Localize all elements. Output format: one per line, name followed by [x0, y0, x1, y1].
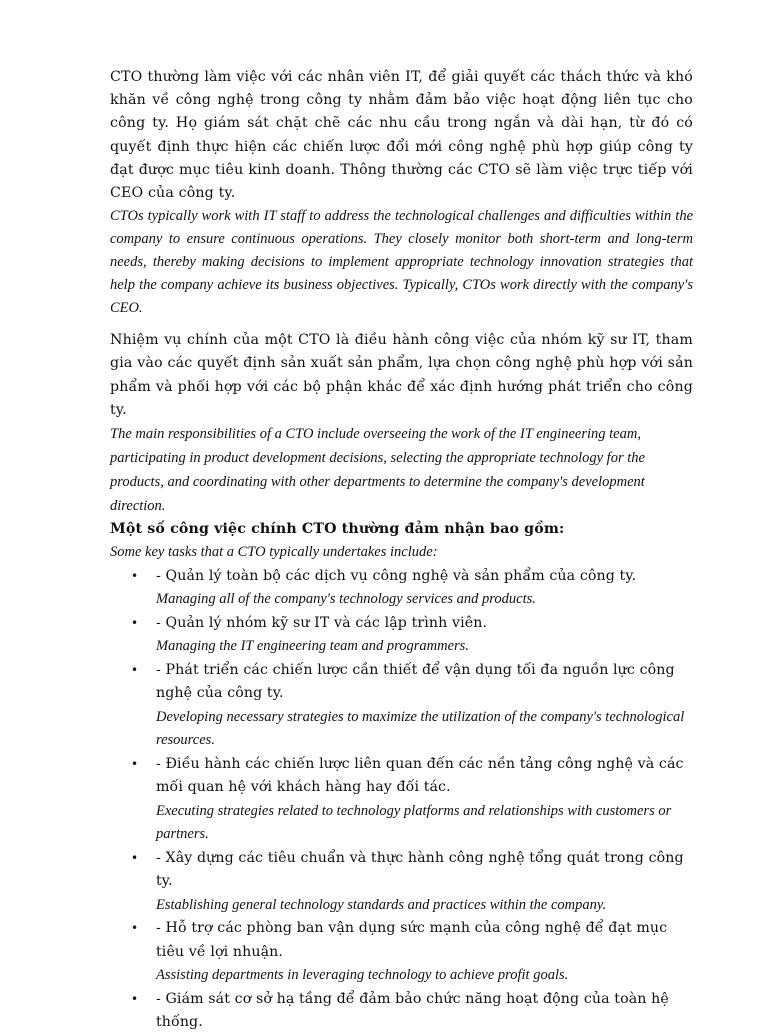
- tasks-heading: Một số công việc chính CTO thường đảm nhận bao gồm:: [110, 521, 565, 538]
- task-text-vi: - Quản lý nhóm kỹ sư IT và các lập trình viên.: [156, 614, 488, 631]
- task-text-en: Managing all of the company's technology services and products.: [156, 591, 536, 608]
- bullet-icon: •: [131, 991, 139, 1006]
- list-item: [110, 988, 693, 1035]
- responsibilities-paragraph-vi: Nhiệm vụ chính của một CTO là điều hành công việc của nhóm kỹ sư IT, tham gia vào các quyết định sản xuất sản phẩm, lựa chọn công nghệ phù hợp với sản phẩm và phối hợp với các bộ phận khác để xác định hướng phát triển cho công ty.: [110, 332, 693, 418]
- document-page: [110, 66, 693, 1035]
- bullet-icon: •: [131, 662, 139, 677]
- tasks-list: [110, 565, 693, 1035]
- list-item: [110, 917, 693, 988]
- tasks-intro-en: Some key tasks that a CTO typically undertakes include:: [110, 544, 438, 561]
- list-item: [110, 753, 693, 847]
- bullet-icon: •: [131, 756, 139, 771]
- list-item: [110, 612, 693, 659]
- task-text-vi: - Quản lý toàn bộ các dịch vụ công nghệ và sản phẩm của công ty.: [156, 567, 637, 584]
- list-item: [110, 659, 693, 753]
- task-text-en: Developing necessary strategies to maximize the utilization of the company's technological resources.: [156, 708, 685, 749]
- intro-paragraph-vi: CTO thường làm việc với các nhân viên IT, để giải quyết các thách thức và khó khăn về công nghệ trong công ty nhằm đảm bảo việc hoạt động liên tục cho công ty. Họ giám sát chặt chẽ các nhu cầu trong ngắn và dài hạn, từ đó có quyết định thực hiện các chiến lược đổi mới công nghệ phù hợp giúp công ty đạt được mục tiêu kinh doanh. Thông thường các CTO sẽ làm việc trực tiếp với CEO của công ty.: [110, 69, 693, 202]
- task-text-vi: - Giám sát cơ sở hạ tầng để đảm bảo chức năng hoạt động của toàn hệ thống.: [156, 990, 669, 1031]
- task-text-en: Managing the IT engineering team and programmers.: [156, 638, 469, 655]
- task-text-en: Establishing general technology standards and practices within the company.: [156, 896, 607, 913]
- task-text-vi: - Xây dựng các tiêu chuẩn và thực hành công nghệ tổng quát trong công ty.: [156, 849, 684, 890]
- task-text-vi: - Phát triển các chiến lược cần thiết để vận dụng tối đa nguồn lực công nghệ của công ty.: [156, 661, 675, 702]
- task-text-en: Executing strategies related to technology platforms and relationships with customers or partners.: [156, 802, 672, 843]
- list-item: [110, 565, 693, 612]
- bullet-icon: •: [131, 615, 139, 630]
- task-text-en: Assisting departments in leveraging technology to achieve profit goals.: [156, 967, 569, 984]
- bullet-icon: •: [131, 921, 139, 936]
- task-text-vi: - Điều hành các chiến lược liên quan đến các nền tảng công nghệ và các mối quan hệ với khách hàng hay đối tác.: [156, 755, 684, 796]
- list-item: [110, 847, 693, 918]
- bullet-icon: •: [131, 850, 139, 865]
- responsibilities-paragraph-en: The main responsibilities of a CTO include overseeing the work of the IT engineering team, participating in product development decisions, selecting the appropriate technology for the products, and coordinating with other departments to determine the company's development direction.: [110, 426, 645, 515]
- bullet-icon: •: [131, 568, 139, 583]
- intro-paragraph-en: CTOs typically work with IT staff to address the technological challenges and difficulties within the company to ensure continuous operations. They closely monitor both short-term and long-term needs, thereby making decisions to implement appropriate technology innovation strategies that help the company achieve its business objectives. Typically, CTOs work directly with the company's CEO.: [110, 208, 693, 317]
- task-text-vi: - Hỗ trợ các phòng ban vận dụng sức mạnh của công nghệ để đạt mục tiêu về lợi nhuận.: [156, 920, 668, 960]
